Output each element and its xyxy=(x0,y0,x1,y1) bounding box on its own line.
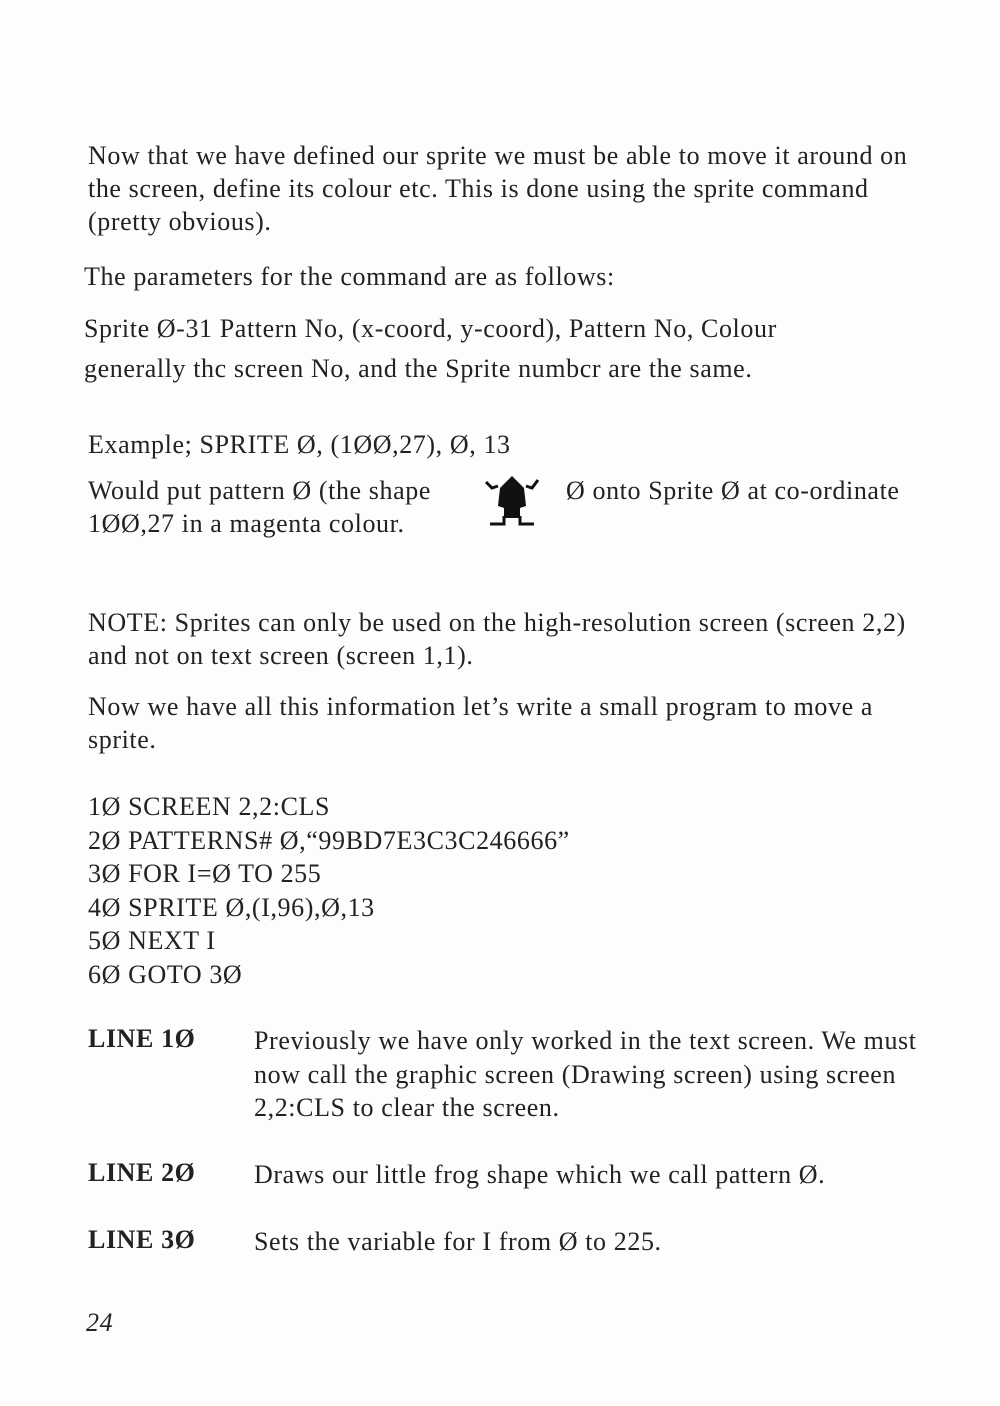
line-description: Draws our little frog shape which we call pattern Ø. xyxy=(254,1160,826,1189)
note-paragraph: NOTE: Sprites can only be used on the high-resolution screen (screen 2,2) and not on text screen (screen 1,1). xyxy=(88,608,906,670)
program-line: 3Ø FOR I=Ø TO 255 xyxy=(88,859,322,888)
program-line: 2Ø PATTERNS# Ø,“99BD7E3C3C246666” xyxy=(88,825,570,855)
line-label: LINE 2Ø xyxy=(88,1158,196,1187)
page-number: 24 xyxy=(86,1308,114,1337)
shape-text-line-2: 1ØØ,27 in a magenta colour. xyxy=(88,509,405,538)
shape-text-after: Ø onto Sprite Ø at co-ordinate xyxy=(566,476,900,505)
parameters-line-1: Sprite Ø-31 Pattern No, (x-coord, y-coord), Pattern No, Colour xyxy=(84,314,777,343)
parameters-heading: The parameters for the command are as follows: xyxy=(84,262,615,291)
parameters-line-2: generally thc screen No, and the Sprite numbcr are the same. xyxy=(84,354,753,383)
program-listing xyxy=(88,790,570,991)
now-paragraph: Now we have all this information let’s write a small program to move a sprite. xyxy=(88,692,873,754)
intro-paragraph: Now that we have defined our sprite we must be able to move it around on the screen, define its colour etc. This is done using the sprite command (pretty obvious). xyxy=(88,141,908,236)
program-line: 6Ø GOTO 3Ø xyxy=(88,959,243,989)
program-line: 1Ø SCREEN 2,2:CLS xyxy=(88,792,331,821)
line-description: Previously we have only worked in the text screen. We must now call the graphic screen (Drawing screen) using screen 2,2:CLS to clear the screen. xyxy=(254,1026,917,1122)
parameters-description xyxy=(84,309,934,389)
program-line: 4Ø SPRITE Ø,(I,96),Ø,13 xyxy=(88,892,375,922)
line-description: Sets the variable for I from Ø to 225. xyxy=(254,1227,662,1256)
line-label: LINE 3Ø xyxy=(88,1225,196,1254)
frog-sprite-icon xyxy=(482,470,542,530)
program-line: 5Ø NEXT I xyxy=(88,926,216,955)
example-line: Example; SPRITE Ø, (1ØØ,27), Ø, 13 xyxy=(88,430,511,459)
line-label: LINE 1Ø xyxy=(88,1024,196,1053)
shape-text-before: Would put pattern Ø (the shape xyxy=(88,476,431,505)
